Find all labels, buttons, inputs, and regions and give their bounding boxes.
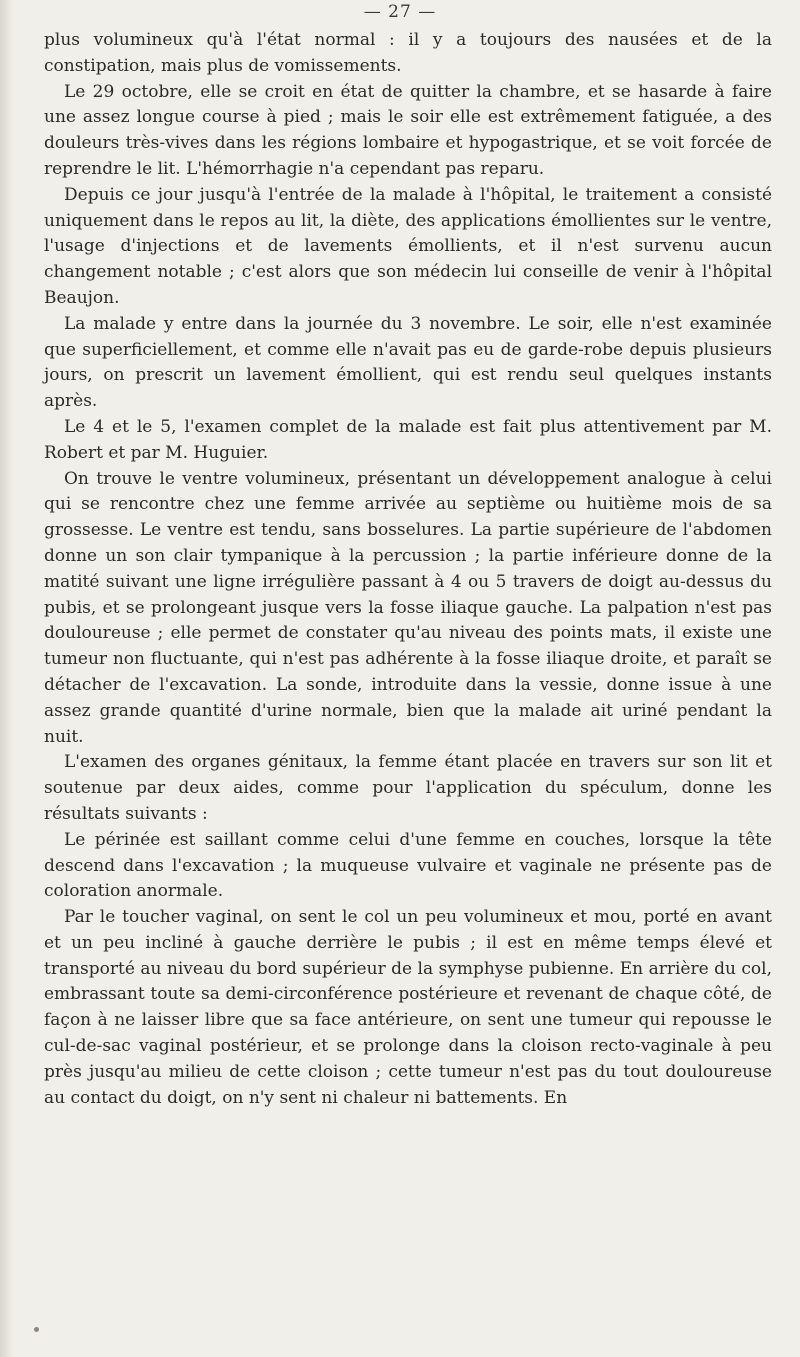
paragraph: Le 29 octobre, elle se croit en état de quitter la chambre, et se hasarde à faire une assez longue course à pied ; mais le soir elle est extrêmement fatiguée, a des douleurs très-vives dans les régions lombaire et hypogastrique, et se voit forcée de reprendre le lit. L'hémorrhagie n'a cependant pas reparu.: [44, 81, 772, 179]
print-speck: [34, 1327, 39, 1332]
paragraph: Depuis ce jour jusqu'à l'entrée de la malade à l'hôpital, le traitement a consisté uniquement dans le repos au lit, la diète, des applications émollientes sur le ventre, l'usage d'injections et de lavements émollients, et il n'est survenu aucun changement notable ; c'est alors que son médecin lui conseille de venir à l'hôpital Beaujon.: [44, 184, 772, 308]
paragraph: Le 4 et le 5, l'examen complet de la malade est fait plus attentivement par M. Robert et par M. Huguier.: [44, 416, 772, 463]
paragraph: Le périnée est saillant comme celui d'une femme en couches, lorsque la tête descend dans l'excavation ; la muqueuse vulvaire et vaginale ne présente pas de coloration anormale.: [44, 829, 772, 902]
paragraph: La malade y entre dans la journée du 3 novembre. Le soir, elle n'est examinée que superficiellement, et comme elle n'avait pas eu de garde-robe depuis plusieurs jours, on prescrit un lavement émollient, qui est rendu seul quelques instants après.: [44, 313, 772, 412]
paragraph: plus volumineux qu'à l'état normal : il y a toujours des nausées et de la constipation, mais plus de vomissements.: [44, 30, 772, 76]
paragraph: On trouve le ventre volumineux, présentant un développement analogue à celui qui se rencontre chez une femme arrivée au septième ou huitième mois de sa grossesse. Le ventre est tendu, sans bosselures. La partie supérieure de l'abdomen donne un son clair tympanique à la percussion ; la partie inférieure donne de la matité suivant une ligne irrégulière passant à 4 ou 5 travers de doigt au-dessus du pubis, et se prolongeant jusque vers la fosse iliaque gauche. La palpation n'est pas douloureuse ; elle permet de constater qu'au niveau des points mats, il existe une tumeur non fluctuante, qui n'est pas adhérente à la fosse iliaque droite, et paraît se détacher de l'excavation. La sonde, introduite dans la vessie, donne issue à une assez grande quantité d'urine normale, bien que la malade ait uriné pendant la nuit.: [44, 468, 772, 747]
paragraph: Par le toucher vaginal, on sent le col un peu volumineux et mou, porté en avant et un peu incliné à gauche derrière le pubis ; il est en même temps élevé et transporté au niveau du bord supérieur de la symphyse pubienne. En arrière du col, embrassant toute sa demi-circonférence postérieure et revenant de chaque côté, de façon à ne laisser libre que sa face antérieure, on sent une tumeur qui repousse le cul-de-sac vaginal postérieur, et se prolonge dans la cloison recto-vaginale à peu près jusqu'au milieu de cette cloison ; cette tumeur n'est pas du tout douloureuse au contact du doigt, on n'y sent ni chaleur ni battements. En: [44, 907, 772, 1108]
paragraph: L'examen des organes génitaux, la femme étant placée en travers sur son lit et soutenue par deux aides, comme pour l'application du spéculum, donne les résultats suivants :: [44, 752, 772, 824]
page-number: — 27 —: [363, 2, 437, 22]
page-binding-edge: [0, 0, 14, 1357]
body-text: [44, 28, 772, 1111]
